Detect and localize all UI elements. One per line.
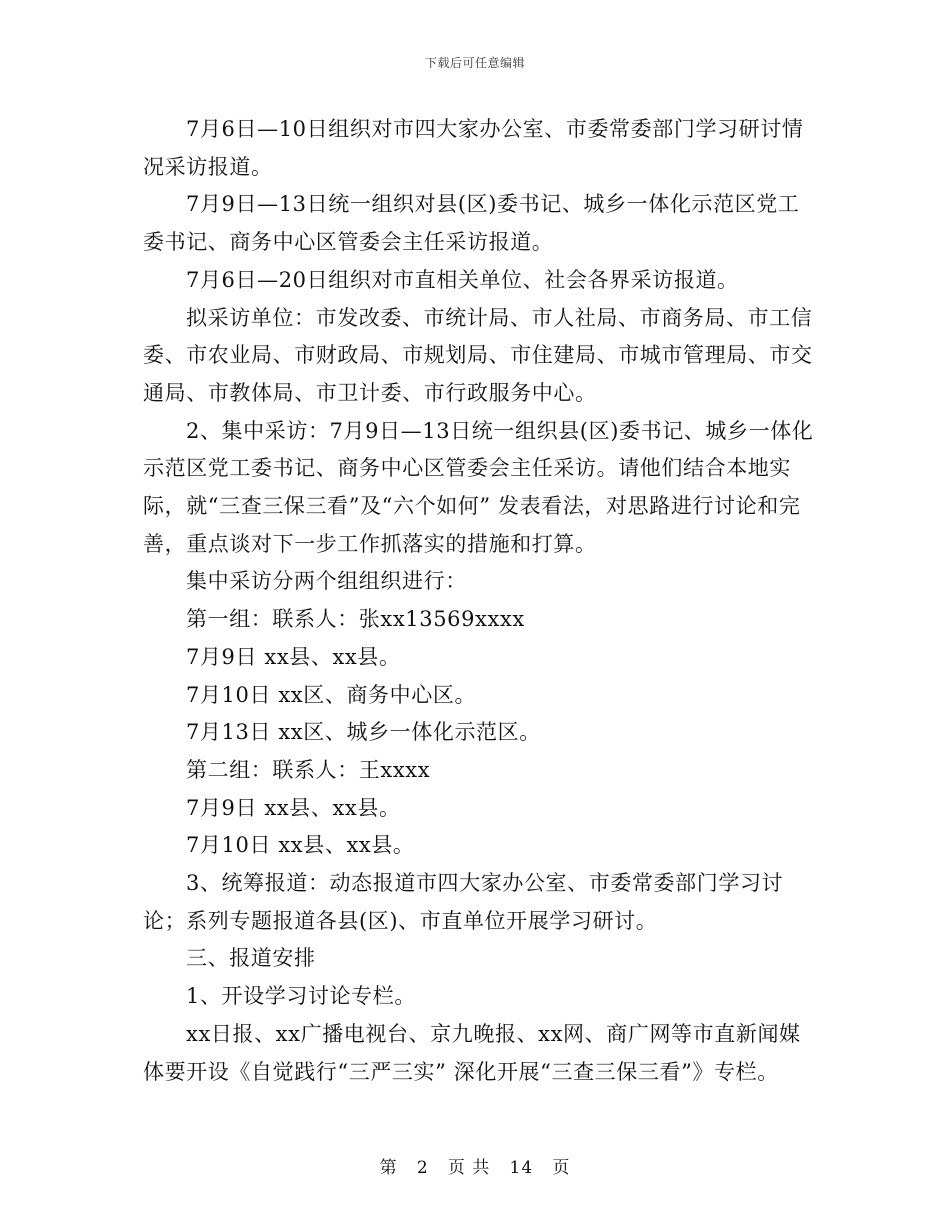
paragraph-group-two-day2: 7月10日 xx县、xx县。	[186, 833, 415, 858]
paragraph-coordinated-reporting: 3、统筹报道：动态报道市四大家办公室、市委常委部门学习讨论；系列专题报道各县(区)、市直单位开展学习研讨。	[143, 871, 784, 933]
paragraph-media-column: xx日报、xx广播电视台、京九晚报、xx网、商广网等市直新闻媒体要开设《自觉践行“三严三实” 深化开展“三查三保三看”》专栏。	[143, 1021, 801, 1084]
paragraph-central-interview: 2、集中采访：7月9日—13日统一组织县(区)委书记、城乡一体化示范区党工委书记、商务中心区管委会主任采访。请他们结合本地实际，就“三查三保三看”及“六个如何” 发表看法，对思路进行讨论和完善，重点谈对下一步工作抓落实的措施和打算。	[143, 418, 814, 556]
paragraph-group-one-day1: 7月9日 xx县、xx县。	[186, 644, 401, 669]
footer-suffix: 页	[552, 1158, 571, 1178]
footer-total-pages: 14	[509, 1158, 534, 1178]
paragraph-schedule-leaders: 7月6日—10日组织对市四大家办公室、市委常委部门学习研讨情况采访报道。	[143, 117, 804, 179]
paragraph-group-one-day3: 7月13日 xx区、城乡一体化示范区。	[186, 720, 541, 745]
page-footer	[0, 1153, 950, 1178]
page-header: 下载后可任意编辑	[424, 56, 525, 70]
paragraph-schedule-county: 7月9日—13日统一组织对县(区)委书记、城乡一体化示范区党工委书记、商务中心区管委会主任采访报道。	[143, 192, 800, 255]
footer-prefix: 第	[379, 1158, 398, 1178]
paragraph-groups-intro: 集中采访分两个组组织进行：	[186, 569, 467, 594]
footer-current-page: 2	[416, 1158, 429, 1178]
section-heading-reporting-arrangement: 三、报道安排	[186, 946, 316, 971]
footer-middle: 页 共	[447, 1158, 491, 1178]
paragraph-schedule-units: 7月6日—20日组织对市直相关单位、社会各界采访报道。	[186, 267, 739, 292]
paragraph-group-two-day1: 7月9日 xx县、xx县。	[186, 795, 401, 820]
paragraph-group-one-day2: 7月10日 xx区、商务中心区。	[186, 682, 477, 707]
paragraph-group-two-contact: 第二组：联系人：王xxxx	[186, 757, 431, 782]
paragraph-group-one-contact: 第一组：联系人：张xx13569xxxx	[186, 607, 525, 632]
paragraph-interview-units: 拟采访单位：市发改委、市统计局、市人社局、市商务局、市工信委、市农业局、市财政局、市规划局、市住建局、市城市管理局、市交通局、市教体局、市卫计委、市行政服务中心。	[143, 305, 813, 405]
paragraph-column-heading: 1、开设学习讨论专栏。	[186, 984, 416, 1009]
document-body	[143, 111, 819, 1091]
